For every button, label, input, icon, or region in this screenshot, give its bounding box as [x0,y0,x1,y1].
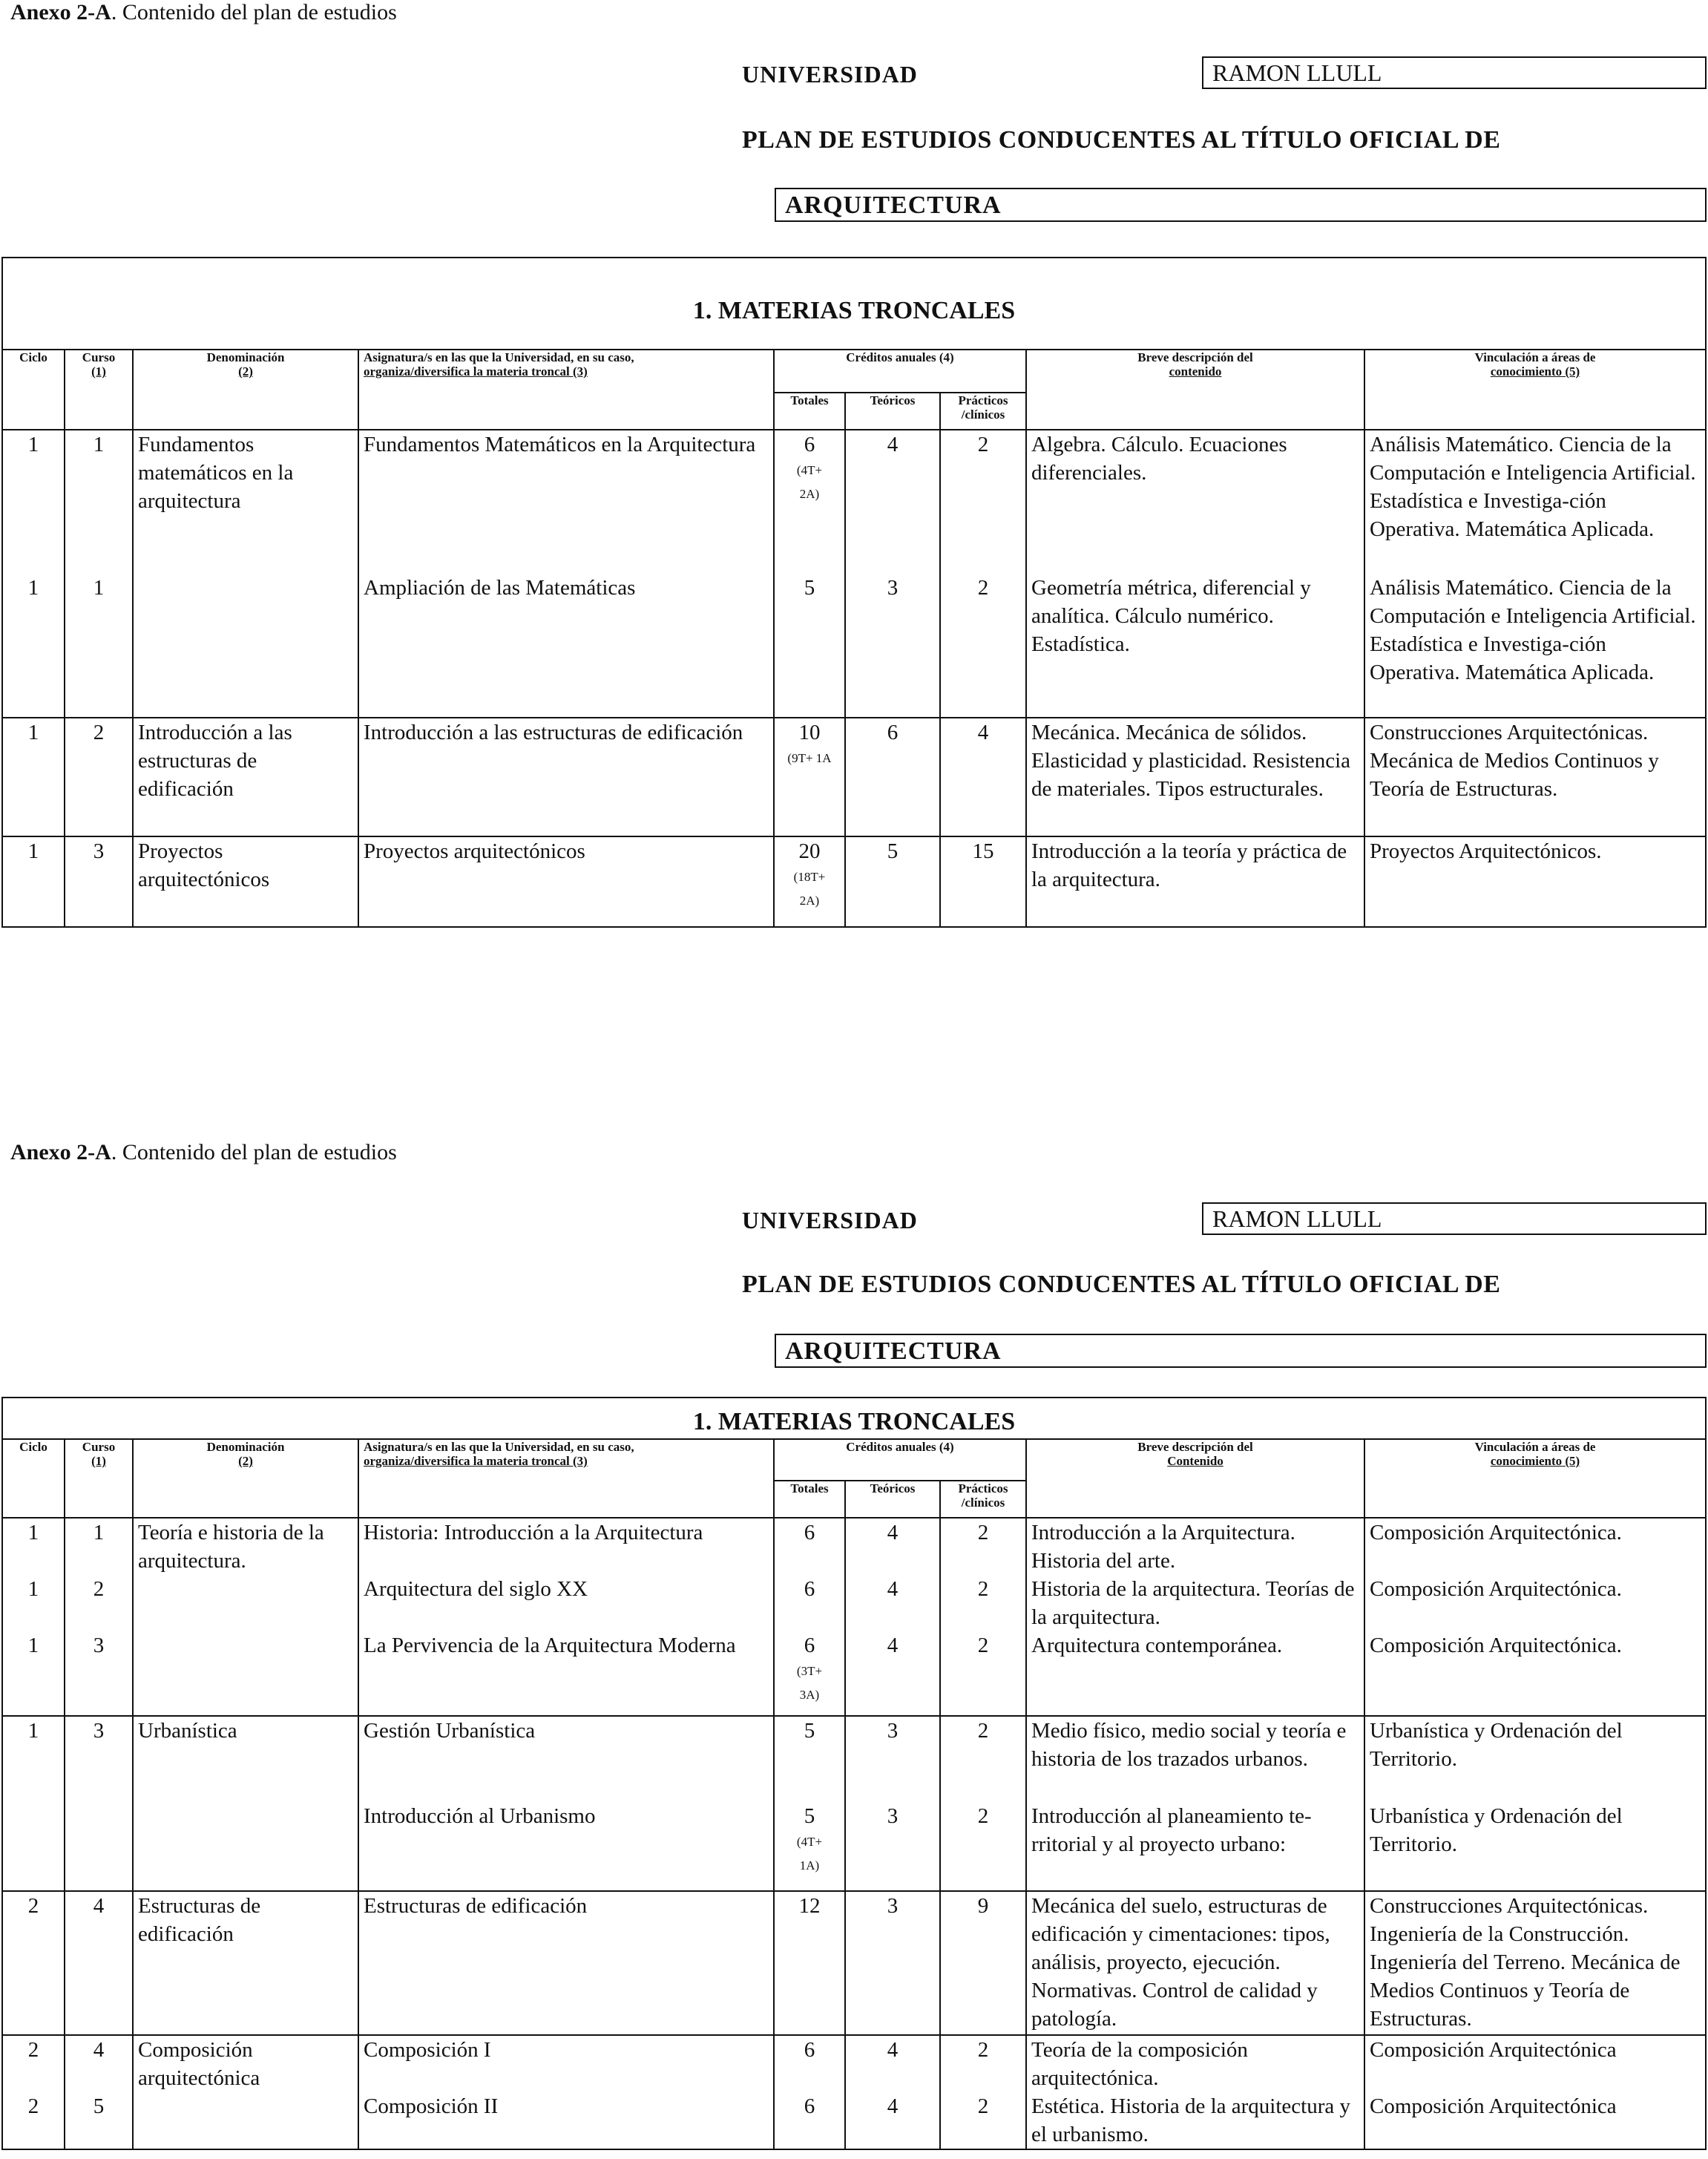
cell-totales [774,1518,845,1575]
cell-descripcion: Medio físico, medio social y teoría e historia de los trazados urbanos. [1026,1716,1364,1802]
cell-practicos: 2 [940,1716,1026,1802]
header-teoricos: Teóricos [845,393,940,430]
cell-vinculacion: Urbanística y Ordenación del Territorio. [1364,1802,1706,1891]
cell-ciclo: 1 [2,1631,65,1716]
cell-ciclo: 1 [2,836,65,927]
university-name-field: RAMON LLULL [1202,56,1707,89]
cell-ciclo: 2 [2,1891,65,2035]
table-row [2,574,1706,718]
cell-totales [774,1891,845,2035]
cell-denominacion [133,1631,358,1716]
credits-total: 5 [804,576,815,600]
header-ciclo: Ciclo [2,1439,65,1518]
cell-vinculacion: Composición Arquitectónica [1364,2035,1706,2092]
cell-ciclo: 1 [2,430,65,574]
plan-label: PLAN DE ESTUDIOS CONDUCENTES AL TÍTULO OFICIAL DE [742,1271,1501,1298]
cell-ciclo: 2 [2,2035,65,2092]
cell-descripcion: Mecánica del suelo, estructuras de edificación y cimentaciones: tipos, análisis, proyecto, ejecución. Normativas. Control de calidad y patología. [1026,1891,1364,2035]
section-title: 1. MATERIAS TRONCALES [2,258,1706,350]
cell-asignatura: Gestión Urbanística [358,1716,774,1802]
header-denominacion: Denominación (2) [133,1439,358,1518]
cell-practicos: 2 [940,1631,1026,1716]
cell-asignatura: Arquitectura del siglo XX [358,1575,774,1631]
university-label: UNIVERSIDAD [742,61,918,88]
cell-practicos: 9 [940,1891,1026,2035]
cell-denominacion: Teoría e historia de la arquitectura. [133,1518,358,1575]
cell-asignatura: Introducción a las estructuras de edificación [358,718,774,836]
annex-heading: Anexo 2-A. Contenido del plan de estudios [10,1140,397,1164]
cell-totales [774,2035,845,2092]
table-row [2,718,1706,836]
header-vinculacion: Vinculación a áreas de conocimiento (5) [1364,350,1706,430]
cell-descripcion: Introducción a la Arquitectura. Historia del arte. [1026,1518,1364,1575]
cell-curso: 3 [65,1631,133,1716]
cell-teoricos: 4 [845,1518,940,1575]
cell-teoricos: 5 [845,836,940,927]
cell-teoricos: 3 [845,1802,940,1891]
cell-ciclo: 1 [2,1518,65,1575]
table-row [2,430,1706,574]
cell-practicos: 2 [940,1802,1026,1891]
annex-heading: Anexo 2-A. Contenido del plan de estudios [10,0,397,24]
cell-vinculacion: Urbanística y Ordenación del Territorio. [1364,1716,1706,1802]
cell-totales [774,574,845,718]
troncales-table-2 [1,1397,1707,2150]
cell-ciclo: 1 [2,718,65,836]
cell-denominacion: Estructuras de edificación [133,1891,358,2035]
cell-totales [774,2092,845,2149]
cell-vinculacion: Composición Arquitectónica. [1364,1518,1706,1575]
cell-vinculacion: Análisis Matemático. Ciencia de la Computación e Inteligencia Artificial. Estadística e Investiga-ción Operativa. Matemática Aplicada. [1364,574,1706,718]
cell-denominacion: Urbanística [133,1716,358,1802]
table-row [2,2092,1706,2149]
cell-vinculacion: Construcciones Arquitectónicas. Mecánica de Medios Continuos y Teoría de Estructuras. [1364,718,1706,836]
cell-practicos: 2 [940,1518,1026,1575]
cell-totales [774,1716,845,1802]
credits-breakdown: (3T+ 3A) [796,1664,823,1702]
cell-curso: 4 [65,2035,133,2092]
cell-denominacion: Proyectos arquitectónicos [133,836,358,927]
header-teoricos: Teóricos [845,1481,940,1518]
header-asignatura: Asignatura/s en las que la Universidad, en su caso, organiza/diversifica la materia troncal (3) [358,350,774,430]
header-creditos: Créditos anuales (4) [774,1439,1026,1481]
header-curso: Curso (1) [65,1439,133,1518]
cell-teoricos: 4 [845,2092,940,2149]
cell-asignatura: Estructuras de edificación [358,1891,774,2035]
credits-total: 12 [798,1894,821,1918]
header-asignatura: Asignatura/s en las que la Universidad, en su caso, organiza/diversifica la materia troncal (3) [358,1439,774,1518]
cell-descripcion: Mecánica. Mecánica de sólidos. Elasticidad y plasticidad. Resistencia de materiales. Tipos estructurales. [1026,718,1364,836]
table-row [2,1802,1706,1891]
credits-breakdown: (18T+ 2A) [793,870,826,908]
credits-total: 5 [804,1719,815,1743]
credits-total: 6 [804,433,815,456]
plan-label: PLAN DE ESTUDIOS CONDUCENTES AL TÍTULO OFICIAL DE [742,126,1501,154]
cell-descripcion: Geometría métrica, diferencial y analítica. Cálculo numérico. Estadística. [1026,574,1364,718]
header-totales: Totales [774,393,845,430]
cell-ciclo: 1 [2,1716,65,1802]
credits-total: 6 [804,1577,815,1601]
cell-denominacion [133,2092,358,2149]
cell-asignatura: Composición I [358,2035,774,2092]
credits-total: 5 [804,1804,815,1828]
table-row [2,1575,1706,1631]
credits-total: 6 [804,2094,815,2118]
troncales-table-1 [1,257,1707,928]
cell-asignatura: Composición II [358,2092,774,2149]
header-descripcion: Breve descripción del contenido [1026,350,1364,430]
cell-teoricos: 3 [845,1716,940,1802]
cell-asignatura: Fundamentos Matemáticos en la Arquitectura [358,430,774,574]
cell-practicos: 2 [940,2092,1026,2149]
degree-field: ARQUITECTURA [775,1334,1707,1368]
cell-totales [774,1802,845,1891]
cell-vinculacion: Construcciones Arquitectónicas. Ingeniería de la Construcción. Ingeniería del Terreno. Mecánica de Medios Continuos y Teoría de Estructuras. [1364,1891,1706,2035]
cell-curso: 4 [65,1891,133,2035]
cell-curso: 1 [65,430,133,574]
cell-practicos: 2 [940,574,1026,718]
table-row [2,1518,1706,1575]
cell-descripcion: Introducción a la teoría y práctica de la arquitectura. [1026,836,1364,927]
cell-denominacion [133,574,358,718]
cell-vinculacion: Composición Arquitectónica [1364,2092,1706,2149]
table-row [2,1891,1706,2035]
cell-teoricos: 3 [845,574,940,718]
cell-ciclo: 1 [2,1575,65,1631]
university-name-field: RAMON LLULL [1202,1202,1707,1235]
cell-totales [774,836,845,927]
cell-curso: 2 [65,718,133,836]
credits-total: 20 [798,839,821,863]
cell-asignatura: La Pervivencia de la Arquitectura Moderna [358,1631,774,1716]
credits-total: 6 [804,1634,815,1657]
cell-totales [774,1575,845,1631]
header-descripcion: Breve descripción del Contenido [1026,1439,1364,1518]
credits-breakdown: (4T+ 2A) [796,463,823,501]
cell-curso [65,1802,133,1891]
cell-descripcion: Arquitectura contemporánea. [1026,1631,1364,1716]
cell-curso: 3 [65,836,133,927]
cell-denominacion: Fundamentos matemáticos en la arquitectura [133,430,358,574]
cell-ciclo [2,1802,65,1891]
cell-vinculacion: Proyectos Arquitectónicos. [1364,836,1706,927]
university-label: UNIVERSIDAD [742,1207,918,1234]
cell-ciclo: 2 [2,2092,65,2149]
cell-totales [774,1631,845,1716]
cell-descripcion: Introducción al planeamiento te-rritorial y al proyecto urbano: [1026,1802,1364,1891]
header-practicos: Prácticos /clínicos [940,393,1026,430]
cell-totales [774,430,845,574]
cell-vinculacion: Composición Arquitectónica. [1364,1575,1706,1631]
cell-curso: 5 [65,2092,133,2149]
header-denominacion: Denominación (2) [133,350,358,430]
cell-practicos: 2 [940,430,1026,574]
cell-asignatura: Proyectos arquitectónicos [358,836,774,927]
cell-denominacion [133,1575,358,1631]
header-ciclo: Ciclo [2,350,65,430]
header-practicos: Prácticos /clínicos [940,1481,1026,1518]
cell-practicos: 15 [940,836,1026,927]
cell-descripcion: Estética. Historia de la arquitectura y el urbanismo. [1026,2092,1364,2149]
cell-teoricos: 4 [845,1631,940,1716]
cell-descripcion: Teoría de la composición arquitectónica. [1026,2035,1364,2092]
credits-total: 6 [804,1521,815,1544]
table-row [2,836,1706,927]
credits-breakdown: (9T+ 1A [787,751,832,765]
table-row [2,2035,1706,2092]
header-totales: Totales [774,1481,845,1518]
cell-asignatura: Ampliación de las Matemáticas [358,574,774,718]
cell-teoricos: 6 [845,718,940,836]
cell-vinculacion: Análisis Matemático. Ciencia de la Computación e Inteligencia Artificial. Estadística e Investiga-ción Operativa. Matemática Aplicada. [1364,430,1706,574]
header-creditos: Créditos anuales (4) [774,350,1026,393]
credits-total: 6 [804,2038,815,2062]
cell-asignatura: Introducción al Urbanismo [358,1802,774,1891]
header-curso: Curso (1) [65,350,133,430]
cell-teoricos: 3 [845,1891,940,2035]
cell-denominacion: Introducción a las estructuras de edificación [133,718,358,836]
cell-asignatura: Historia: Introducción a la Arquitectura [358,1518,774,1575]
section-title: 1. MATERIAS TRONCALES [2,1398,1706,1439]
table-row [2,1716,1706,1802]
cell-curso: 1 [65,574,133,718]
cell-ciclo: 1 [2,574,65,718]
cell-teoricos: 4 [845,2035,940,2092]
cell-curso: 2 [65,1575,133,1631]
header-vinculacion: Vinculación a áreas de conocimiento (5) [1364,1439,1706,1518]
cell-descripcion: Algebra. Cálculo. Ecuaciones diferenciales. [1026,430,1364,574]
cell-descripcion: Historia de la arquitectura. Teorías de la arquitectura. [1026,1575,1364,1631]
credits-total: 10 [798,721,821,744]
table-row [2,1631,1706,1716]
cell-teoricos: 4 [845,1575,940,1631]
cell-totales [774,718,845,836]
credits-breakdown: (4T+ 1A) [796,1835,823,1873]
cell-practicos: 2 [940,1575,1026,1631]
cell-curso: 1 [65,1518,133,1575]
cell-practicos: 2 [940,2035,1026,2092]
cell-denominacion: Composición arquitectónica [133,2035,358,2092]
cell-teoricos: 4 [845,430,940,574]
cell-curso: 3 [65,1716,133,1802]
degree-field: ARQUITECTURA [775,188,1707,222]
cell-vinculacion: Composición Arquitectónica. [1364,1631,1706,1716]
cell-denominacion [133,1802,358,1891]
cell-practicos: 4 [940,718,1026,836]
